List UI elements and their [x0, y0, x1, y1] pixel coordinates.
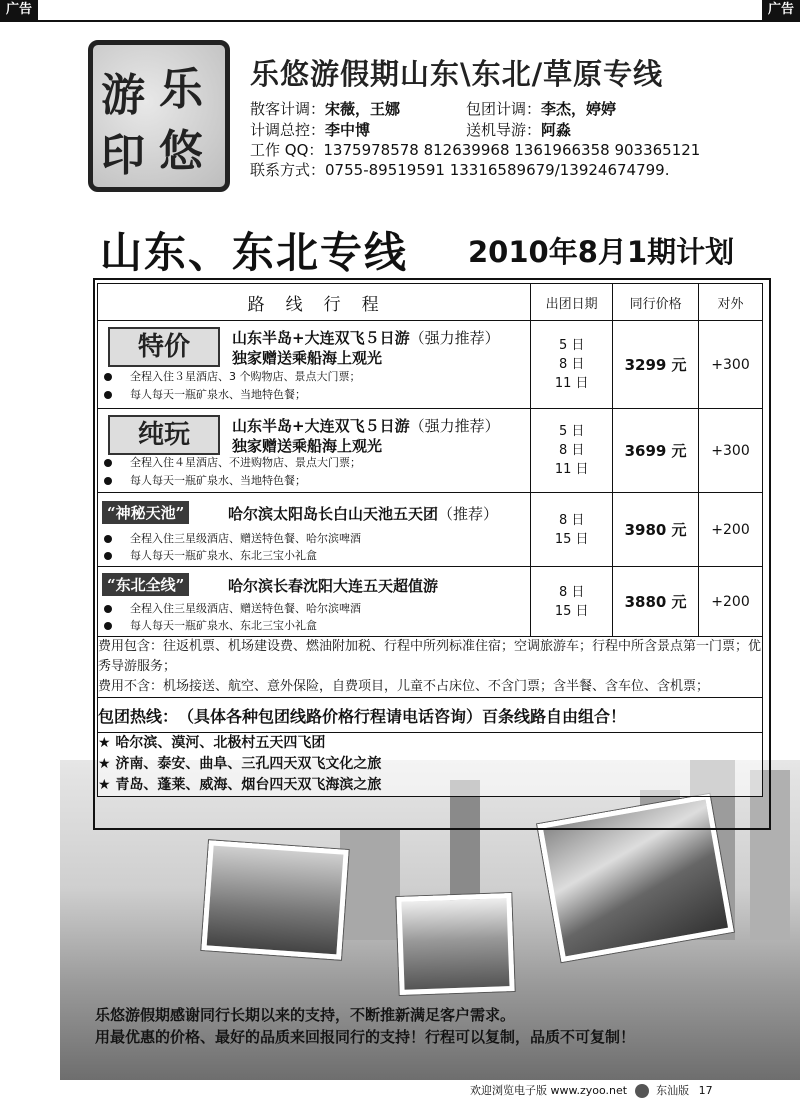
route-bullet: [104, 548, 317, 564]
bullet-dot: [104, 459, 112, 467]
contact-value: 李杰，婷婷: [541, 100, 617, 118]
page-footer: [470, 1082, 713, 1098]
badge-special-price: 特价: [108, 327, 220, 367]
date-cell: [531, 321, 613, 409]
route-tag: （强力推荐）: [409, 329, 500, 347]
palm-beach-photo: [396, 893, 514, 995]
seal-char: 游: [101, 70, 145, 121]
route-bullet: [104, 601, 361, 617]
route-title-text: 哈尔滨长春沈阳大连五天超值游: [228, 577, 439, 595]
fees-exclude: 费用不含：机场接送、航空、意外保险，自费项目，儿童不占床位、不含门票；含半餐、含车位、含机票；: [98, 679, 710, 694]
table-row: [98, 409, 763, 493]
header-route: 路 线 行 程: [98, 284, 531, 321]
date: 8 日: [558, 512, 585, 528]
route-subtitle: 独家赠送乘船海上观光: [232, 349, 383, 367]
table-row: [98, 321, 763, 409]
fees-row: [98, 637, 763, 698]
table-row: [98, 493, 763, 567]
thanks-line: 用最优惠的价格、最好的品质来回报同行的支持！行程可以复制，品质不可复制！: [95, 1028, 636, 1046]
date-cell: [531, 409, 613, 493]
footer-edition-icon: [635, 1084, 649, 1098]
bullet-text: 全程入住三星级酒店、赠送特色餐、哈尔滨啤酒: [130, 602, 361, 615]
building: [340, 830, 400, 940]
bullet-dot: [104, 535, 112, 543]
route-title: [232, 415, 500, 436]
header-date: 出团日期: [531, 284, 613, 321]
qq-value: 1375978578 812639968 1361966358 903365121: [323, 141, 701, 159]
bullet-dot: [104, 622, 112, 630]
header-public-price: 对外: [699, 284, 763, 321]
contact-way-value: 0755-89519591 13316589679/13924674799.: [325, 161, 670, 179]
contact-value: 宋薇，王娜: [325, 100, 401, 118]
route-tag: （推荐）: [438, 505, 499, 523]
route-cell: [98, 409, 531, 493]
footer-edition: 东汕版: [656, 1084, 690, 1097]
bullet-dot: [104, 605, 112, 613]
special-route: ★ 青岛、蓬莱、威海、烟台四天双飞海滨之旅: [98, 777, 382, 793]
route-title-text: 山东半岛+大连双飞５日游: [232, 329, 410, 347]
bullet-text: 每人每天一瓶矿泉水、东北三宝小礼盒: [130, 619, 317, 632]
bullet-dot: [104, 477, 112, 485]
ad-label-right: 广告: [762, 0, 800, 20]
route-bullet: [104, 473, 306, 489]
badge-pure-play: 纯玩: [108, 415, 220, 455]
specials-cell: [98, 733, 763, 797]
contact-label: 散客计调：: [250, 100, 326, 118]
date: 15 日: [554, 603, 589, 619]
route-title: [232, 327, 500, 348]
contact-way-row: [250, 160, 670, 180]
itinerary-table: [97, 283, 763, 797]
thanks-note: [95, 1004, 635, 1048]
route-subtitle: 独家赠送乘船海上观光: [232, 437, 383, 455]
date: 5 日: [558, 338, 585, 353]
route-bullet: [104, 531, 361, 547]
contact-label: 包团计调：: [466, 100, 542, 118]
footer-site: 欢迎浏览电子版 www.zyoo.net: [470, 1084, 628, 1097]
peer-price: 3980 元: [613, 493, 699, 567]
brand-title: 乐悠游假期山东\东北/草原专线: [250, 57, 664, 91]
contact-way-label: 联系方式：: [250, 161, 326, 179]
bullet-text: 全程入住４星酒店、不进购物店、景点大门票；: [130, 456, 361, 469]
bullet-dot: [104, 391, 112, 399]
fees-cell: [98, 637, 763, 698]
thanks-line: 乐悠游假期感谢同行长期以来的支持，不断推新满足客户需求。: [95, 1006, 516, 1024]
specials-row: [98, 733, 763, 797]
date: 8 日: [558, 443, 585, 458]
ad-bar: [0, 0, 800, 22]
peer-price: 3699 元: [613, 409, 699, 493]
contact-row: [466, 99, 616, 119]
route-bullet: [104, 387, 306, 403]
route-tag: （强力推荐）: [409, 417, 500, 435]
peer-price: 3880 元: [613, 567, 699, 637]
bullet-text: 每人每天一瓶矿泉水、当地特色餐；: [130, 474, 306, 487]
contact-row: [466, 120, 571, 140]
special-route: ★ 济南、泰安、曲阜、三孔四天双飞文化之旅: [98, 756, 382, 772]
hotline-row: [98, 698, 763, 733]
bullet-text: 每人每天一瓶矿泉水、当地特色餐；: [130, 388, 306, 401]
qq-label: 工作 QQ：: [250, 141, 324, 159]
seal-char: 悠: [159, 126, 203, 177]
route-cell: [98, 567, 531, 637]
brand-seal-logo: [88, 40, 230, 192]
badge-northeast-full: “东北全线”: [102, 573, 189, 596]
route-title: [228, 575, 438, 596]
contact-value: 阿淼: [541, 121, 572, 139]
route-cell: [98, 493, 531, 567]
route-title-text: 哈尔滨太阳岛长白山天池五天团: [228, 505, 439, 523]
route-cell: [98, 321, 531, 409]
bullet-dot: [104, 552, 112, 560]
charter-hotline: 包团热线： （具体各种包团线路价格行程请电话咨询）百条线路自由组合！: [98, 698, 763, 733]
ad-label-left: 广告: [0, 0, 38, 20]
route-title: [228, 503, 498, 524]
contact-row: [250, 120, 370, 140]
contact-row: [250, 99, 400, 119]
plan-period: 2010年8月1期计划: [468, 235, 735, 269]
badge-mystic-tianchi: “神秘天池”: [102, 501, 189, 524]
date: 11 日: [554, 376, 589, 391]
fees-include: 费用包含：往返机票、机场建设费、燃油附加税、行程中所列标准住宿；空调旅游车；行程中所含景点第一门票；优秀导游服务；: [98, 639, 762, 674]
date: 15 日: [554, 531, 589, 547]
header-peer-price: 同行价格: [613, 284, 699, 321]
route-bullet: [104, 618, 317, 634]
date: 8 日: [558, 357, 585, 372]
bullet-text: 每人每天一瓶矿泉水、东北三宝小礼盒: [130, 549, 317, 562]
seal-char: 印: [101, 130, 145, 181]
contact-label: 计调总控：: [250, 121, 326, 139]
date: 5 日: [558, 424, 585, 439]
public-price: +200: [699, 567, 763, 637]
bullet-text: 全程入住三星级酒店、赠送特色餐、哈尔滨啤酒: [130, 532, 361, 545]
public-price: +300: [699, 321, 763, 409]
route-title-text: 山东半岛+大连双飞５日游: [232, 417, 410, 435]
date-cell: [531, 567, 613, 637]
coastal-city-photo: [201, 840, 348, 959]
date: 11 日: [554, 462, 589, 477]
public-price: +200: [699, 493, 763, 567]
table-row: [98, 567, 763, 637]
bullet-text: 全程入住３星酒店、3 个购物店、景点大门票；: [130, 370, 361, 383]
qq-row: [250, 140, 700, 160]
bullet-dot: [104, 373, 112, 381]
footer-page: 17: [698, 1084, 713, 1097]
peer-price: 3299 元: [613, 321, 699, 409]
public-price: +300: [699, 409, 763, 493]
route-bullet: [104, 455, 361, 471]
page-headline: 山东、东北专线: [100, 228, 409, 277]
date-cell: [531, 493, 613, 567]
contact-value: 李中博: [325, 121, 371, 139]
contact-label: 送机导游：: [466, 121, 542, 139]
seal-char: 乐: [159, 64, 203, 115]
special-route: ★ 哈尔滨、漠河、北极村五天四飞团: [98, 735, 326, 751]
date: 8 日: [558, 584, 585, 600]
route-bullet: [104, 369, 361, 385]
